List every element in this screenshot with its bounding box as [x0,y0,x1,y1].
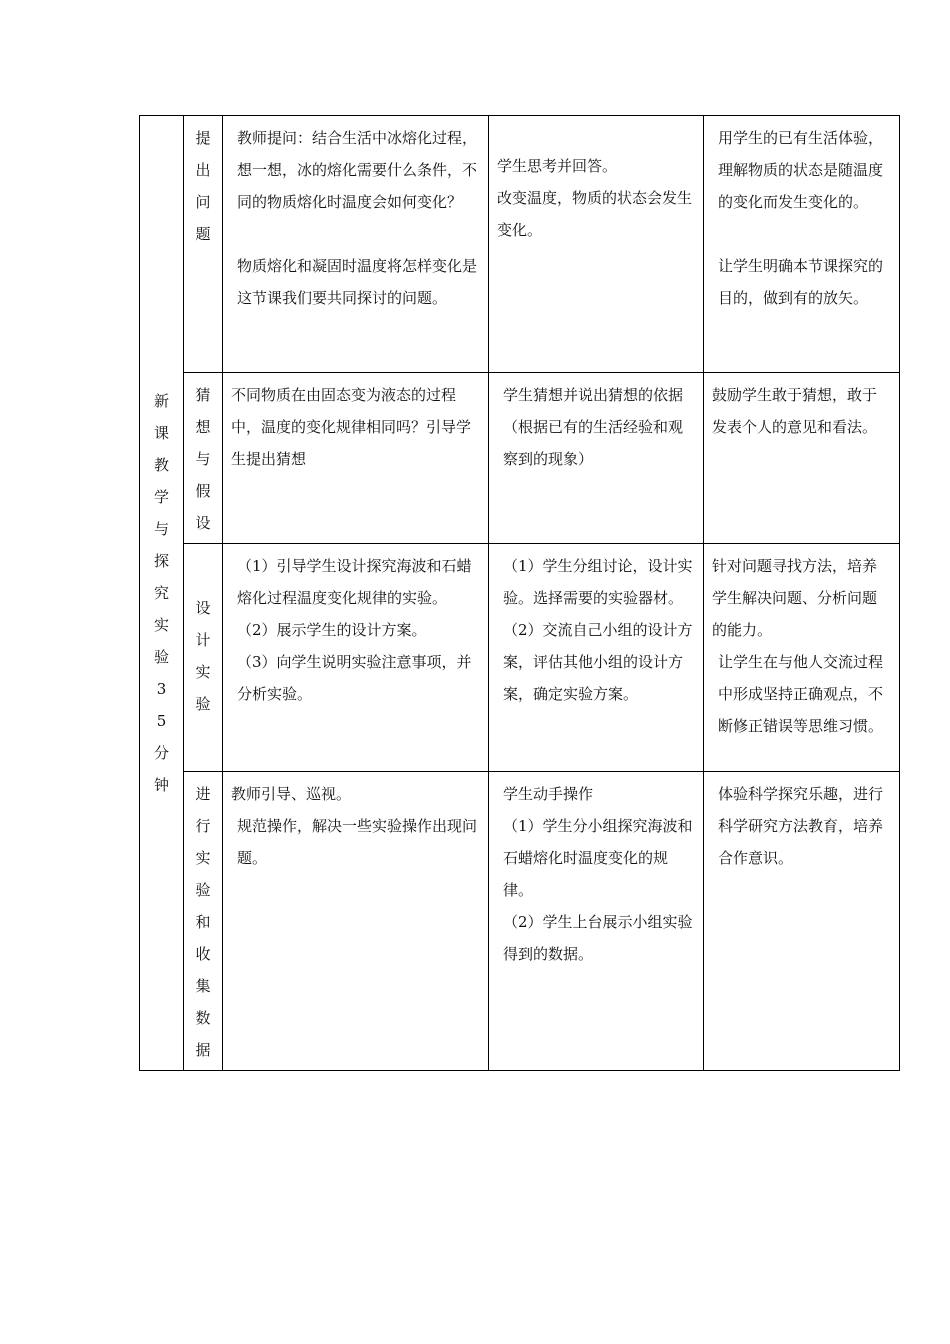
student-activity-cell [489,116,704,373]
student-activity-cell [489,772,704,1071]
section-cell [140,116,184,1071]
teacher-text: 教师提问：结合生活中冰熔化过程，想一想，冰的熔化需要什么条件，不同的物质熔化时温度会如何变化？ [237,129,478,211]
intent-text: 让学生在与他人交流过程中形成坚持正确观点，不断修正错误等思维习惯。 [718,653,884,735]
intent-text: 鼓励学生敢于猜想，敢于发表个人的意见和看法。 [712,386,878,436]
student-text: 学生思考并回答。 [497,157,618,175]
teacher-activity-cell [223,772,489,1071]
teacher-activity-cell [223,116,489,373]
table-row [140,373,900,544]
student-text: 改变温度，物质的状态会发生变化。 [497,189,693,239]
student-activity-cell [489,373,704,544]
student-text: （2）交流自己小组的设计方案，评估其他小组的设计方案，确定实验方案。 [503,621,693,703]
stage-cell [184,116,223,373]
student-text: （1）学生分小组探究海波和石蜡熔化时温度变化的规律。 [503,817,693,899]
teacher-text: （1）引导学生设计探究海波和石蜡熔化过程温度变化规律的实验。 [237,557,472,607]
student-text: 学生动手操作 [503,785,594,803]
teacher-activity-cell [223,544,489,772]
teacher-text: 物质熔化和凝固时温度将怎样变化是这节课我们要共同探讨的问题。 [237,257,478,307]
stage-label: 猜想与假设 [195,386,211,532]
student-text: 学生猜想并说出猜想的依据（根据已有的生活经验和观察到的现象） [503,386,684,468]
intent-text: 用学生的已有生活体验，理解物质的状态是随温度的变化而发生变化的。 [718,129,884,211]
student-activity-cell [489,544,704,772]
design-intent-cell [704,373,900,544]
teacher-text: 规范操作，解决一些实验操作出现问题。 [237,817,478,867]
student-text: （2）学生上台展示小组实验得到的数据。 [503,913,693,963]
table-row [140,544,900,772]
intent-text: 针对问题寻找方法，培养学生解决问题、分析问题的能力。 [712,557,878,639]
teacher-activity-cell [223,373,489,544]
table-row [140,116,900,373]
teacher-text: （2）展示学生的设计方案。 [237,621,427,639]
stage-cell [184,373,223,544]
design-intent-cell [704,772,900,1071]
student-text: （1）学生分组讨论，设计实验。选择需要的实验器材。 [503,557,693,607]
intent-text: 体验科学探究乐趣，进行科学研究方法教育，培养合作意识。 [718,785,884,867]
section-label: 新课教学与探究实验35分钟 [153,392,169,794]
stage-cell [184,544,223,772]
design-intent-cell [704,116,900,373]
teacher-text: 教师引导、巡视。 [231,785,352,803]
stage-label: 进行实验和收集数据 [195,785,211,1059]
stage-cell [184,772,223,1071]
teacher-text: 不同物质在由固态变为液态的过程中，温度的变化规律相同吗？引导学生提出猜想 [231,386,472,468]
teacher-text: （3）向学生说明实验注意事项，并分析实验。 [237,653,472,703]
lesson-plan-table [139,115,900,1071]
intent-text: 让学生明确本节课探究的目的，做到有的放矢。 [718,257,884,307]
stage-label: 设计实验 [195,598,211,713]
table-row [140,772,900,1071]
design-intent-cell [704,544,900,772]
stage-label: 提出问题 [195,129,211,243]
